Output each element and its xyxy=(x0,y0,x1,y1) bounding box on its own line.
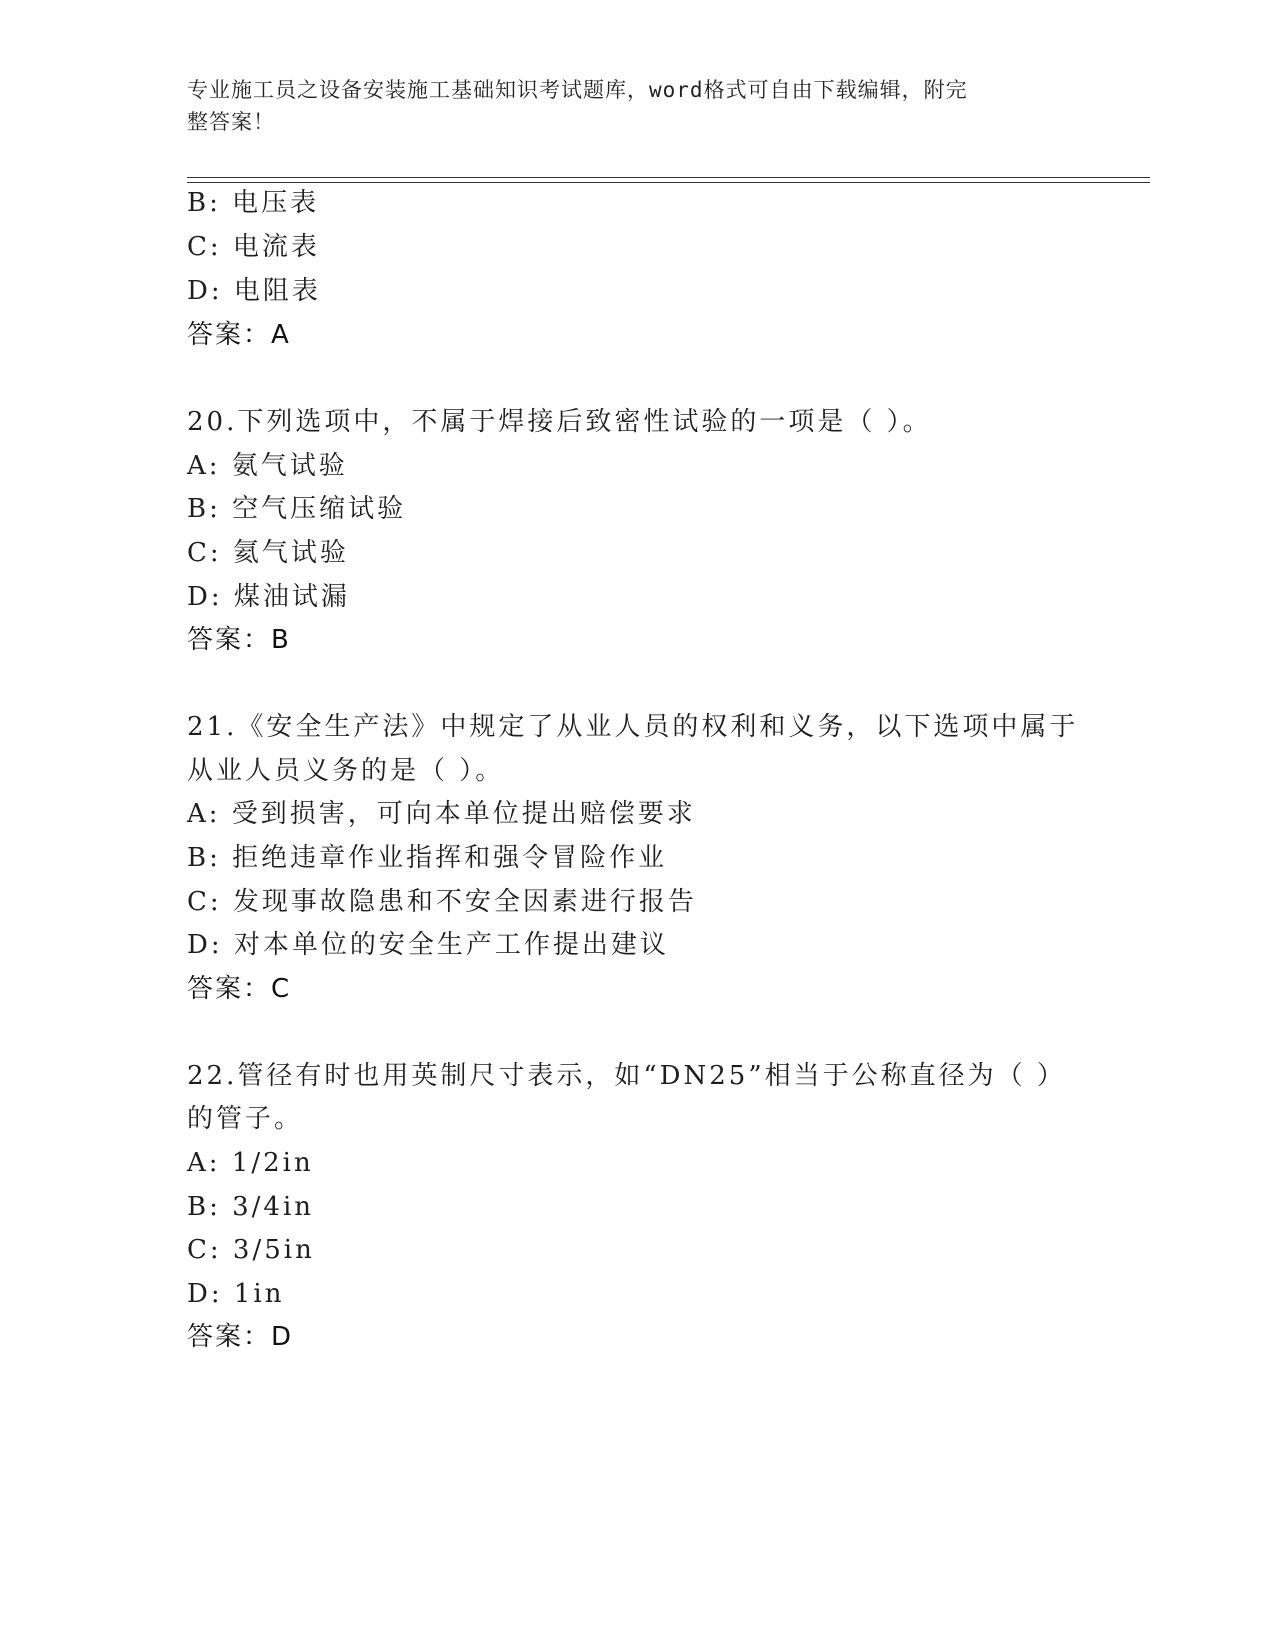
q21-answer: 答案：C xyxy=(187,974,292,1004)
header-title-line-2: 整答案！ xyxy=(187,110,275,134)
header-divider xyxy=(187,177,1150,183)
q22-option-a: A: 1/2in xyxy=(187,1148,314,1178)
q22-answer: 答案：D xyxy=(187,1322,294,1352)
q21-option-c: C: 发现事故隐患和不安全因素进行报告 xyxy=(187,887,697,917)
q21-question-line-2: 从业人员义务的是（ ）。 xyxy=(187,756,505,786)
q22-option-c: C: 3/5in xyxy=(187,1235,315,1265)
q21-option-d: D: 对本单位的安全生产工作提出建议 xyxy=(187,930,669,960)
q22-question-line-2: 的管子。 xyxy=(187,1104,304,1134)
header-title-line-1: 专业施工员之设备安装施工基础知识考试题库，word格式可自由下载编辑，附完 xyxy=(187,78,968,102)
document-header xyxy=(187,74,1067,138)
q20-question: 20.下列选项中，不属于焊接后致密性试验的一项是（ ）。 xyxy=(187,407,932,437)
q20-answer: 答案：B xyxy=(187,625,291,655)
q20-option-a: A: 氨气试验 xyxy=(187,451,348,481)
q22-option-b: B: 3/4in xyxy=(187,1192,315,1222)
q20-option-d: D: 煤油试漏 xyxy=(187,582,350,612)
q21-option-a: A: 受到损害，可向本单位提出赔偿要求 xyxy=(187,799,696,829)
q19-option-b: B: 电压表 xyxy=(187,188,320,218)
q20-option-b: B: 空气压缩试验 xyxy=(187,494,407,524)
q22-question-line-1: 22.管径有时也用英制尺寸表示，如“DN25”相当于公称直径为（ ） xyxy=(187,1061,1066,1091)
q22-option-d: D: 1in xyxy=(187,1279,285,1309)
q19-answer: 答案：A xyxy=(187,320,291,350)
q19-option-c: C: 电流表 xyxy=(187,232,320,262)
q21-question-line-1: 21.《安全生产法》中规定了从业人员的权利和义务，以下选项中属于 xyxy=(187,712,1079,742)
q21-option-b: B: 拒绝违章作业指挥和强令冒险作业 xyxy=(187,843,668,873)
q19-option-d: D: 电阻表 xyxy=(187,276,321,306)
q20-option-c: C: 氦气试验 xyxy=(187,538,349,568)
